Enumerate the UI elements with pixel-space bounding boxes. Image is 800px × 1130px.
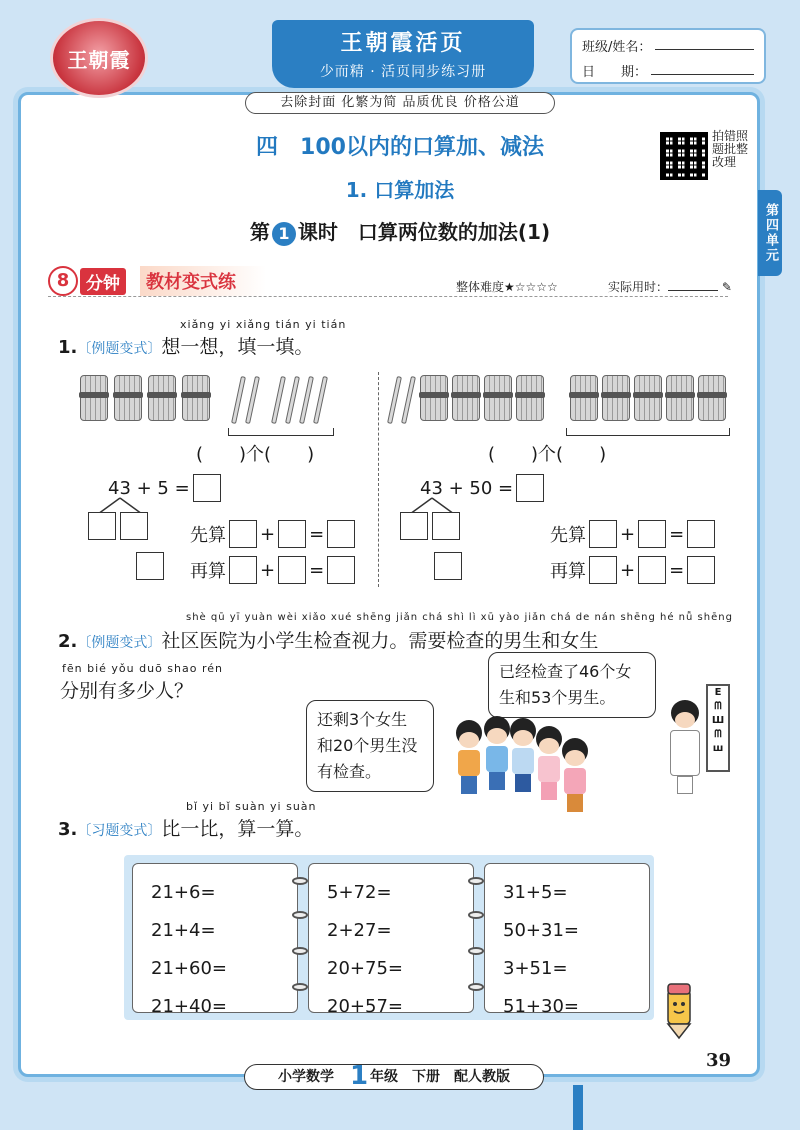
answer-box[interactable] [327,556,355,584]
child-figure [562,738,588,812]
q2-prompt-line1: 2.〔例题变式〕社区医院为小学生检查视力。需要检查的男生和女生 [58,630,599,652]
stick-bundle [666,375,694,421]
problem: 3+51= [503,958,568,979]
date-label: 日 期： [582,65,648,80]
q2-pinyin-1: shè qū yī yuàn wèi xiǎo xué shēng jiǎn chá shì lì xū yào jiǎn chá de nán shēng hé nǚ shēng [186,612,733,623]
stick-bundle [148,375,176,421]
problem: 20+57= [327,996,403,1017]
q1-left-blanks: ( )个( ) [196,444,315,465]
answer-box[interactable] [687,556,715,584]
split-boxes [88,512,148,540]
binder-ring-icon [292,911,308,919]
answer-box[interactable] [278,556,306,584]
unit-side-tab: 第四单元 [758,190,782,276]
problem-column-2 [308,863,474,1017]
answer-box[interactable] [136,552,164,580]
answer-box[interactable] [327,520,355,548]
problem: 5+72= [327,882,392,903]
q3-prompt: 3.〔习题变式〕比一比，算一算。 [58,818,314,840]
stick-bundle [182,375,210,421]
answer-box[interactable] [120,512,148,540]
answer-box[interactable] [229,556,257,584]
stick-bundle [80,375,108,421]
lesson-number-badge: 1 [272,222,296,246]
split-boxes [400,512,460,540]
answer-box[interactable] [434,552,462,580]
stick-bundle [484,375,512,421]
child-figure [484,716,510,790]
answer-box[interactable] [193,474,221,502]
q1-left-then: 再算 + = [190,556,355,584]
answer-box[interactable] [400,512,428,540]
bracket [228,428,334,436]
practice-bar [48,266,738,296]
q1-right-equation: 43 + 50 = [420,474,544,502]
stick-bundle [570,375,598,421]
answer-box[interactable] [516,474,544,502]
problem: 50+31= [503,920,579,941]
date-field[interactable] [651,61,754,75]
q1-pinyin: xiǎng yi xiǎng tián yi tián [180,318,347,331]
q1-left-equation: 43 + 5 = [108,474,221,502]
stick-bundle [602,375,630,421]
notebook-panel [124,855,654,1020]
stick-bundle [516,375,544,421]
answer-box[interactable] [687,520,715,548]
kids-speech-bubble: 还剩3个女生和20个男生没有检查。 [306,700,434,792]
chapter-title: 四 100以内的口算加、减法 [256,135,544,160]
stick-bundle [114,375,142,421]
divider [48,296,728,297]
problem-column-3 [484,863,650,1017]
q2-prompt-line2: 分别有多少人？ [60,680,194,702]
binder-ring-icon [292,947,308,955]
binder-ring-icon [292,983,308,991]
footer-label: 小学数学 1 年级 下册 配人教版 [244,1064,544,1090]
eye-chart-icon: E ᗰ Ш ᗰ ш [706,684,730,772]
brand-subtitle: 少而精 · 活页同步练习册 [319,64,487,80]
practice-title: 教材变式练 [140,266,266,296]
problem: 2+27= [327,920,392,941]
minutes-badge: 8 [48,266,78,296]
answer-box[interactable] [432,512,460,540]
binder-ring-icon [468,911,484,919]
difficulty-rating: 整体难度★☆☆☆☆ [456,280,558,294]
doctor-figure [668,700,702,794]
result-box-wrap [434,552,462,580]
answer-box[interactable] [589,520,617,548]
bookmark-ribbon [573,1085,583,1130]
time-used: 实际用时： ✎ [608,280,732,294]
result-box-wrap [136,552,164,580]
answer-box[interactable] [88,512,116,540]
section-title: 1. 口算加法 [345,178,455,202]
problem: 21+4= [151,920,216,941]
minutes-unit: 分钟 [80,268,126,295]
child-figure [456,720,482,794]
problem: 31+5= [503,882,568,903]
class-name-label: 班级/姓名： [582,40,652,55]
problem: 21+40= [151,996,227,1017]
child-figure [510,718,536,792]
q3-pinyin: bǐ yi bǐ suàn yi suàn [186,800,317,813]
answer-box[interactable] [589,556,617,584]
q1-right-then: 再算 + = [550,556,715,584]
binder-ring-icon [468,877,484,885]
student-info-box [570,28,766,84]
q1-left-first: 先算 + = [190,520,355,548]
stick-bundle [698,375,726,421]
slogan: 去除封面 化繁为简 品质优良 价格公道 [245,92,555,114]
problem-column-1 [132,863,298,1017]
qr-code-icon[interactable] [660,132,708,180]
doctor-speech-bubble: 已经检查了46个女生和53个男生。 [488,652,656,718]
grade-number: 1 [349,1061,369,1091]
brand-logo: 王朝霞 [50,18,148,98]
q1-right-blanks: ( )个( ) [488,444,607,465]
lesson-title: 第 1 课时 口算两位数的加法(1) [249,220,551,244]
child-figure [536,726,562,800]
pencil-mascot-icon [656,980,702,1040]
q1-prompt: 1.〔例题变式〕想一想，填一填。 [58,336,314,358]
stick-bundle [420,375,448,421]
page-number: 39 [706,1050,732,1071]
qr-caption: 拍错照题批整改理 [712,129,749,169]
brand-title: 王朝霞活页 [340,31,466,56]
problem: 20+75= [327,958,403,979]
class-name-field[interactable] [655,36,754,50]
q1-right-first: 先算 + = [550,520,715,548]
answer-box[interactable] [229,520,257,548]
answer-box[interactable] [278,520,306,548]
stick-bundle [634,375,662,421]
stick-bundle [452,375,480,421]
q2-pinyin-2: fēn bié yǒu duō shao rén [62,662,223,675]
brand-banner [272,20,534,88]
bracket [566,428,730,436]
binder-ring-icon [292,877,308,885]
answer-box[interactable] [638,556,666,584]
problem: 51+30= [503,996,579,1017]
column-divider [378,372,379,587]
answer-box[interactable] [638,520,666,548]
binder-ring-icon [468,947,484,955]
binder-ring-icon [468,983,484,991]
problem: 21+60= [151,958,227,979]
problem: 21+6= [151,882,216,903]
